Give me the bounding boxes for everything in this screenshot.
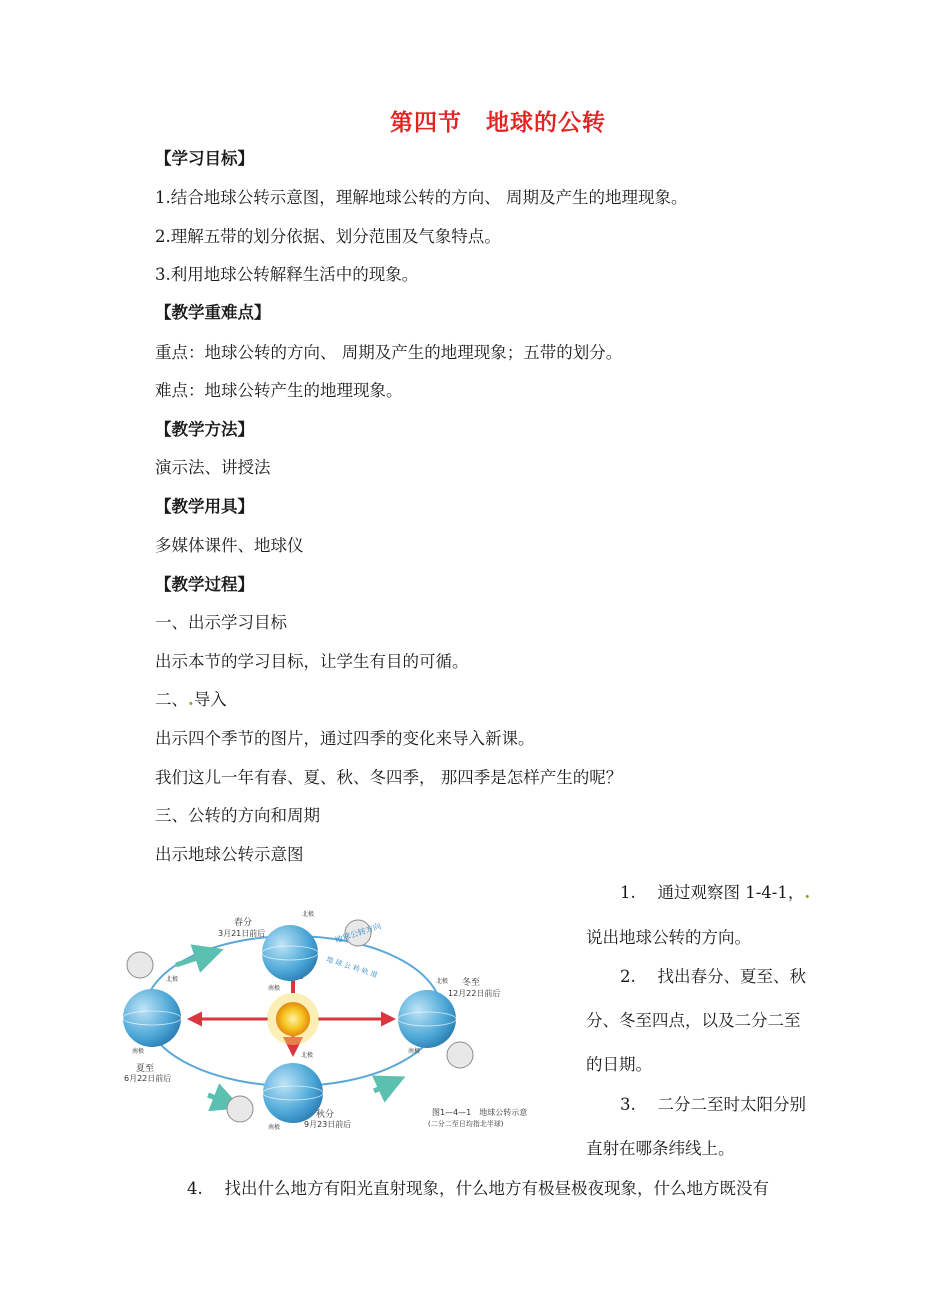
process-step-1: 一、出示学习目标 <box>155 613 287 632</box>
step-2-label: 导入 <box>193 690 227 709</box>
process-step-3: 三、公转的方向和周期 <box>155 806 320 825</box>
method-heading: 【教学方法】 <box>155 420 254 439</box>
label-north-pole-4: 北极 <box>301 1052 314 1059</box>
label-north-pole-1: 北极 <box>302 911 315 918</box>
label-winter-date: 12月22日前后 <box>448 989 501 998</box>
label-winter: 冬至 <box>462 978 481 988</box>
label-orbit: 地 球 公 转 轨 道 <box>325 955 379 980</box>
page-title: 第四节 地球的公转 <box>390 110 606 136</box>
label-direction: 地球公转方向 <box>333 921 383 945</box>
label-autumn: 秋分 <box>316 1110 335 1120</box>
key-point: 重点：地球公转的方向、 周期及产生的地理现象；五带的划分。 <box>155 343 623 362</box>
question-3-line-1: 3. 二分二至时太阳分别 <box>620 1095 806 1114</box>
label-south-pole-4: 南极 <box>268 1124 281 1131</box>
figure-caption-note: (二分二至日均指北半球) <box>428 1120 504 1128</box>
question-2-line-2: 分、冬至四点，以及二分二至 <box>586 1011 801 1030</box>
question-4-line-1: 4. 找出什么地方有阳光直射现象，什么地方有极昼极夜现象，什么地方既没有 <box>187 1179 769 1198</box>
question-2-line-1: 2. 找出春分、夏至、秋 <box>620 967 806 986</box>
process-heading: 【教学过程】 <box>155 575 254 594</box>
goals-heading: 【学习目标】 <box>155 149 254 168</box>
question-1-line-2: 说出地球公转的方向。 <box>586 928 751 947</box>
orbit-direction-arrow-3 <box>374 1079 400 1091</box>
label-north-pole-2: 北极 <box>166 976 179 983</box>
goal-2: 2.理解五带的划分依据、划分范围及气象特点。 <box>155 227 501 246</box>
stray-dot-2: . <box>804 883 811 902</box>
label-spring-date: 3月21日前后 <box>218 929 266 938</box>
key-points-heading: 【教学重难点】 <box>155 303 271 322</box>
process-text-3: 我们这儿一年有春、夏、秋、冬四季， 那四季是怎样产生的呢？ <box>155 768 623 787</box>
sun-icon <box>267 993 319 1045</box>
earth-autumn <box>263 1063 323 1123</box>
question-1-text: 1. 通过观察图 1-4-1， <box>620 883 805 902</box>
label-summer: 夏至 <box>136 1064 155 1074</box>
tools-heading: 【教学用具】 <box>155 497 254 516</box>
earth-spring <box>262 925 318 981</box>
label-south-pole-3: 南极 <box>408 1048 421 1055</box>
method-text: 演示法、讲授法 <box>155 458 271 477</box>
tools-text: 多媒体课件、地球仪 <box>155 536 304 555</box>
earth-summer <box>123 989 181 1047</box>
process-text-2: 出示四个季节的图片，通过四季的变化来导入新课。 <box>155 729 535 748</box>
difficult-point: 难点：地球公转产生的地理现象。 <box>155 381 403 400</box>
question-2-line-3: 的日期。 <box>586 1055 652 1074</box>
goal-1: 1.结合地球公转示意图，理解地球公转的方向、 周期及产生的地理现象。 <box>155 188 688 207</box>
label-south-pole-2: 南极 <box>132 1048 145 1055</box>
step-2-number: 二、 <box>155 690 188 709</box>
label-summer-date: 6月22日前后 <box>124 1074 172 1083</box>
label-south-pole-1: 南极 <box>268 985 281 992</box>
process-step-2 <box>155 689 227 711</box>
process-text-1: 出示本节的学习目标，让学生有目的可循。 <box>155 652 469 671</box>
question-3-line-2: 直射在哪条纬线上。 <box>586 1139 735 1158</box>
label-north-pole-3: 北极 <box>436 978 449 985</box>
earth-revolution-diagram <box>118 903 543 1139</box>
goal-3: 3.利用地球公转解释生活中的现象。 <box>155 265 419 284</box>
process-text-4: 出示地球公转示意图 <box>155 845 304 864</box>
label-spring: 春分 <box>234 918 253 928</box>
question-1-line-1 <box>620 882 810 904</box>
earth-winter <box>398 990 456 1048</box>
figure-caption: 图1—4—1 地球公转示意 <box>432 1108 528 1117</box>
stray-dot: . <box>188 690 194 709</box>
label-autumn-date: 9月23日前后 <box>304 1120 352 1129</box>
